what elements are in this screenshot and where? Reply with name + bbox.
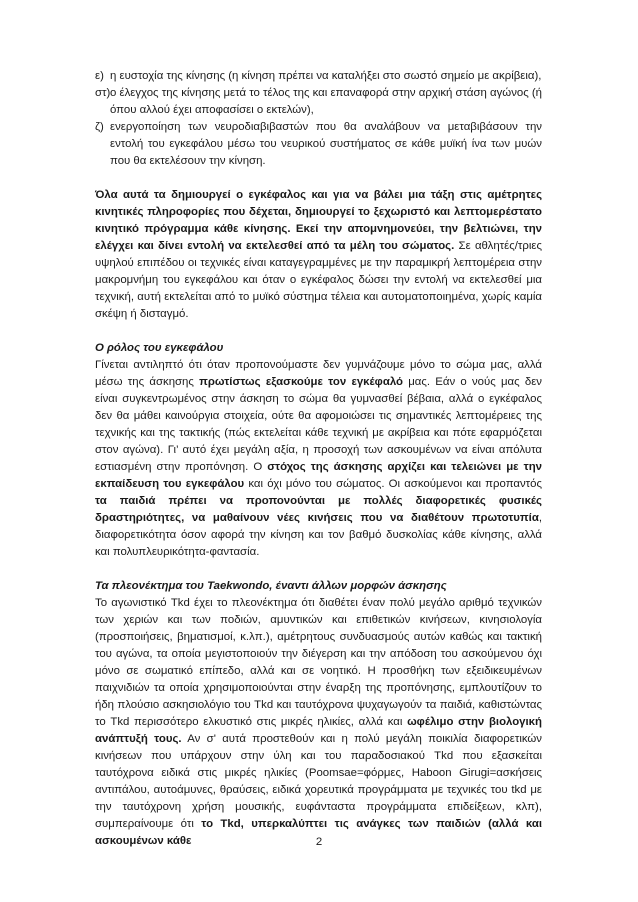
body-text: μας. Εάν ο νούς μας δεν είναι συγκεντρωμένος στην άσκηση το σώμα θα γυμνασθεί βέβαια, αλλά ο εγκέφαλος δεν θα μάθει καινούργια στοιχεία, ούτε θα αφομοιώσει τις σημαντικές λεπτομέρειες της τεχνικής και της τακτικής (πώς εκτελείται κάθε τεχνική με ακρίβεια και πότε εφαρμόζεται στον αγώνα). Γι’ αυτό έχει μεγάλη αξία, η προσοχή των ασκουμένων να είναι απόλυτα εστιασμένη στην προπόνηση. Ο xyxy=(95,376,542,473)
paragraph-brain-program xyxy=(95,187,542,323)
paragraph-brain-role xyxy=(95,357,542,561)
list-item xyxy=(95,85,542,119)
list-marker: στ) xyxy=(95,87,111,99)
bold-text: το Tkd, υπερκαλύπτει τις ανάγκες των παιδιών (αλλά και ασκουμένων κάθε xyxy=(95,818,542,847)
page-number: 2 xyxy=(315,836,323,848)
bold-text: τα παιδιά πρέπει να προπονούνται με πολλές διαφορετικές φυσικές δραστηριότητες, να μαθαίνουν νέες κινήσεις που να διαθέτουν πρωτοτυπία xyxy=(95,495,542,524)
paragraph-taekwondo-advantage xyxy=(95,595,542,850)
body-text: και όχι μόνο του σώματος. Οι ασκούμενοι και προπαντός xyxy=(244,478,542,490)
body-text: Το αγωνιστικό Tkd έχει το πλεονέκτημα ότι διαθέτει έναν πολύ μεγάλο αριθμό τεχνικών των χεριών και των ποδιών, αμυντικών και επιθετικών κινήσεων, κινησιολογία (προσποιήσεις, βηματισμοί, κ.λπ.), αμέτρητους συνδυασμούς αυτών καθώς και τακτική του αγώνα, τα οποία μεγιστοποιούν την διέγερση και την απόδοση του ασκούμενου όχι μόνο σε σωματικό επίπεδο, αλλά και σε νοητικό. Η προσθήκη των εξειδικευμένων παιχνιδιών τα οποία χρησιμοποιούνται στην έναρξη της προπόνησης, εμπλουτίζουν το ήδη πλούσιο ασκησιολόγιο του Tkd και ταυτόχρονα ψυχαγωγούν τα παιδιά, καθιστώντας το Tkd περισσότερο ελκυστικό στις μικρές ηλικίες, αλλά και xyxy=(95,597,542,728)
bold-text: ωφέλιμο στην βιολογική ανάπτυξή τους. xyxy=(95,716,542,745)
list-item xyxy=(95,68,542,85)
list-item xyxy=(95,119,542,170)
body-text: , διαφορετικότητα όσον αφορά την κίνηση και τον βαθμό δυσκολίας κάθε κίνησης, αλλά και πολυπλευρικότητα-φαντασία. xyxy=(95,512,542,558)
list-marker: ζ) xyxy=(95,121,104,133)
body-text: Γίνεται αντιληπτό ότι όταν προπονούμαστε δεν γυμνάζουμε μόνο το σώμα μας, αλλά μέσω της άσκησης xyxy=(95,359,542,388)
body-text: Αν σ' αυτά προστεθούν και η πολύ μεγάλη ποικιλία διαφορετικών κινήσεων που υπάρχουν στην ύλη και του παραδοσιακού Tkd που εξασκείται ταυτόχρονα ειδικά στις μικρές ηλικίες (Poomsae=φόρμες, Haboon Girugi=ασκήσεις αντιπάλου, αυτοάμυνες, θραύσεις, ειδικά χορευτικά προγράμματα με τεχνικές του tkd με την ταυτόχρονη χρήση μουσικής, ευφάνταστα προγράμματα επιδείξεων, κλπ), συμπεραίνουμε ότι xyxy=(95,733,542,830)
bold-text: πρωτίστως εξασκούμε τον εγκέφαλό xyxy=(199,376,403,388)
list-item-text: ο έλεγχος της κίνησης μετά το τέλος της και επαναφορά στην αρχική στάση αγώνος (ή όπου αλλού έχει αποφασίσει ο εκτελών), xyxy=(110,87,543,116)
list-item-text: η ευστοχία της κίνησης (η κίνηση πρέπει να καταλήξει στο σωστό σημείο με ακρίβεια), xyxy=(110,70,542,82)
list-item-text: ενεργοποίηση των νευροδιαβιβαστών που θα αναλάβουν να μεταβιβάσουν την εντολή του εγκεφάλου μέσω του νευρικού συστήματος σε κάθε μυϊκή ίνα των μυών που θα εκτελέσουν την κίνηση. xyxy=(110,121,542,167)
list-marker: ε) xyxy=(95,70,104,82)
body-text: Σε αθλητές/τριες υψηλού επιπέδου οι τεχνικές είναι καταγεγραμμένες με την παραμικρή λεπτομέρεια στην μακρομνήμη του εγκεφάλου και όταν ο εγκέφαλος δώσει την εντολή να εκτελεσθεί μια τεχνική, αυτή εκτελείται από το μυϊκό σύστημα τέλεια και αυτοματοποιημένα, χωρίς καμία σκέψη ή δισταγμό. xyxy=(95,240,542,320)
bold-text: στόχος της άσκησης αρχίζει και τελειώνει με την εκπαίδευση του εγκεφάλου xyxy=(95,461,542,490)
page-body xyxy=(95,68,542,850)
section-heading-taekwondo: Τα πλεονέκτημα του Taekwondo, έναντι άλλων μορφών άσκησης xyxy=(95,580,447,592)
bold-text: Όλα αυτά τα δημιουργεί ο εγκέφαλος και για να βάλει μια τάξη στις αμέτρητες κινητικές πληροφορίες που δέχεται, δημιουργεί το ξεχωριστό και λεπτομερέστατο κινητικό πρόγραμμα κάθε κίνησης. Εκεί την απομνημονεύει, την βελτιώνει, την ελέγχει και δίνει εντολή να εκτελεσθεί από τα μέλη του σώματος. xyxy=(95,189,542,252)
section-heading-brain: Ο ρόλος του εγκεφάλου xyxy=(95,342,224,354)
